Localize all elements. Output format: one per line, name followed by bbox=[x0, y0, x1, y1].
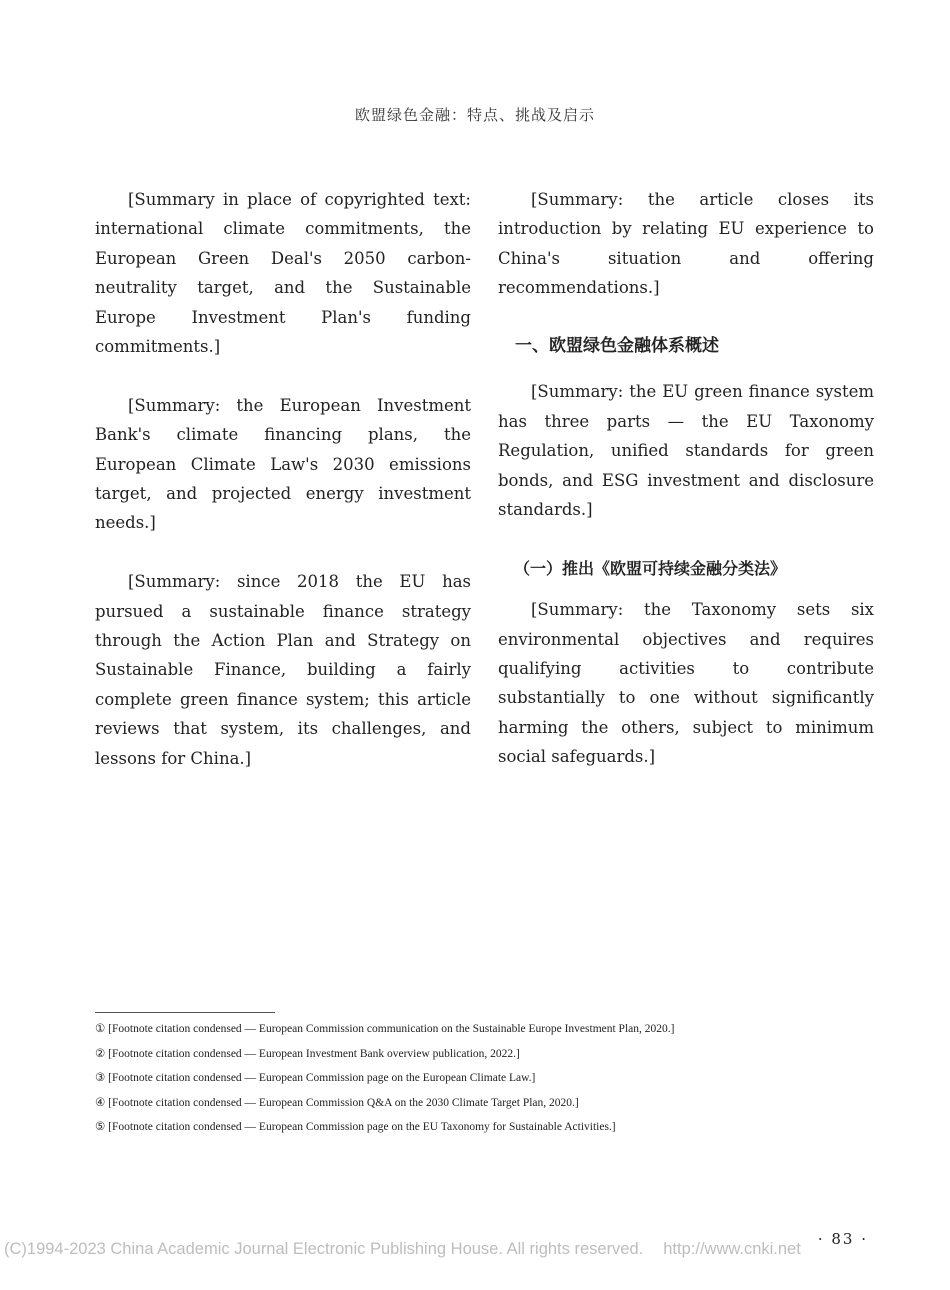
watermark-url: http://www.cnki.net bbox=[663, 1240, 801, 1258]
body-paragraph: [Summary: the EU green finance system has three parts — the EU Taxonomy Regulation, unified standards for green bonds, and ESG investment and disclosure standards.] bbox=[498, 382, 874, 520]
left-column bbox=[95, 185, 471, 802]
section-heading: 一、欧盟绿色金融体系概述 bbox=[515, 336, 719, 357]
footnote: ⑤ [Footnote citation condensed — European Commission page on the EU Taxonomy for Sustainable Activities.] bbox=[95, 1121, 616, 1133]
body-paragraph: [Summary: the Taxonomy sets six environmental objectives and requires qualifying activities to contribute substantially to one without significantly harming the others, subject to minimum social safeguards.] bbox=[498, 600, 874, 767]
body-paragraph: [Summary: the European Investment Bank's climate financing plans, the European Climate Law's 2030 emissions target, and projected energy investment needs.] bbox=[95, 395, 471, 533]
watermark-copyright: (C)1994-2023 China Academic Journal Electronic Publishing House. All rights reserved. bbox=[4, 1240, 644, 1258]
footnotes bbox=[95, 1019, 868, 1142]
copyright-watermark bbox=[4, 1240, 801, 1259]
footnote-divider bbox=[95, 1012, 275, 1013]
page-number: · 83 · bbox=[817, 1230, 868, 1248]
body-paragraph: [Summary in place of copyrighted text: international climate commitments, the European Green Deal's 2050 carbon-neutrality target, and the Sustainable Europe Investment Plan's funding commitments.] bbox=[95, 190, 471, 357]
footnote: ② [Footnote citation condensed — European Investment Bank overview publication, 2022.] bbox=[95, 1047, 520, 1060]
subsection-heading: （一）推出《欧盟可持续金融分类法》 bbox=[514, 558, 787, 578]
right-column bbox=[498, 185, 874, 801]
body-paragraph: [Summary: since 2018 the EU has pursued a sustainable finance strategy through the Action Plan and Strategy on Sustainable Finance, building a fairly complete green finance system; this article reviews that system, its challenges, and lessons for China.] bbox=[95, 572, 471, 768]
footnote: ③ [Footnote citation condensed — European Commission page on the European Climate Law.] bbox=[95, 1072, 536, 1084]
running-title: 欧盟绿色金融：特点、挑战及启示 bbox=[354, 106, 595, 124]
footnote: ④ [Footnote citation condensed — European Commission Q&A on the 2030 Climate Target Plan, 2020.] bbox=[95, 1096, 579, 1109]
body-paragraph: [Summary: the article closes its introduction by relating EU experience to China's situation and offering recommendations.] bbox=[498, 190, 874, 298]
footnote: ① [Footnote citation condensed — European Commission communication on the Sustainable Europe Investment Plan, 2020.] bbox=[95, 1023, 675, 1035]
